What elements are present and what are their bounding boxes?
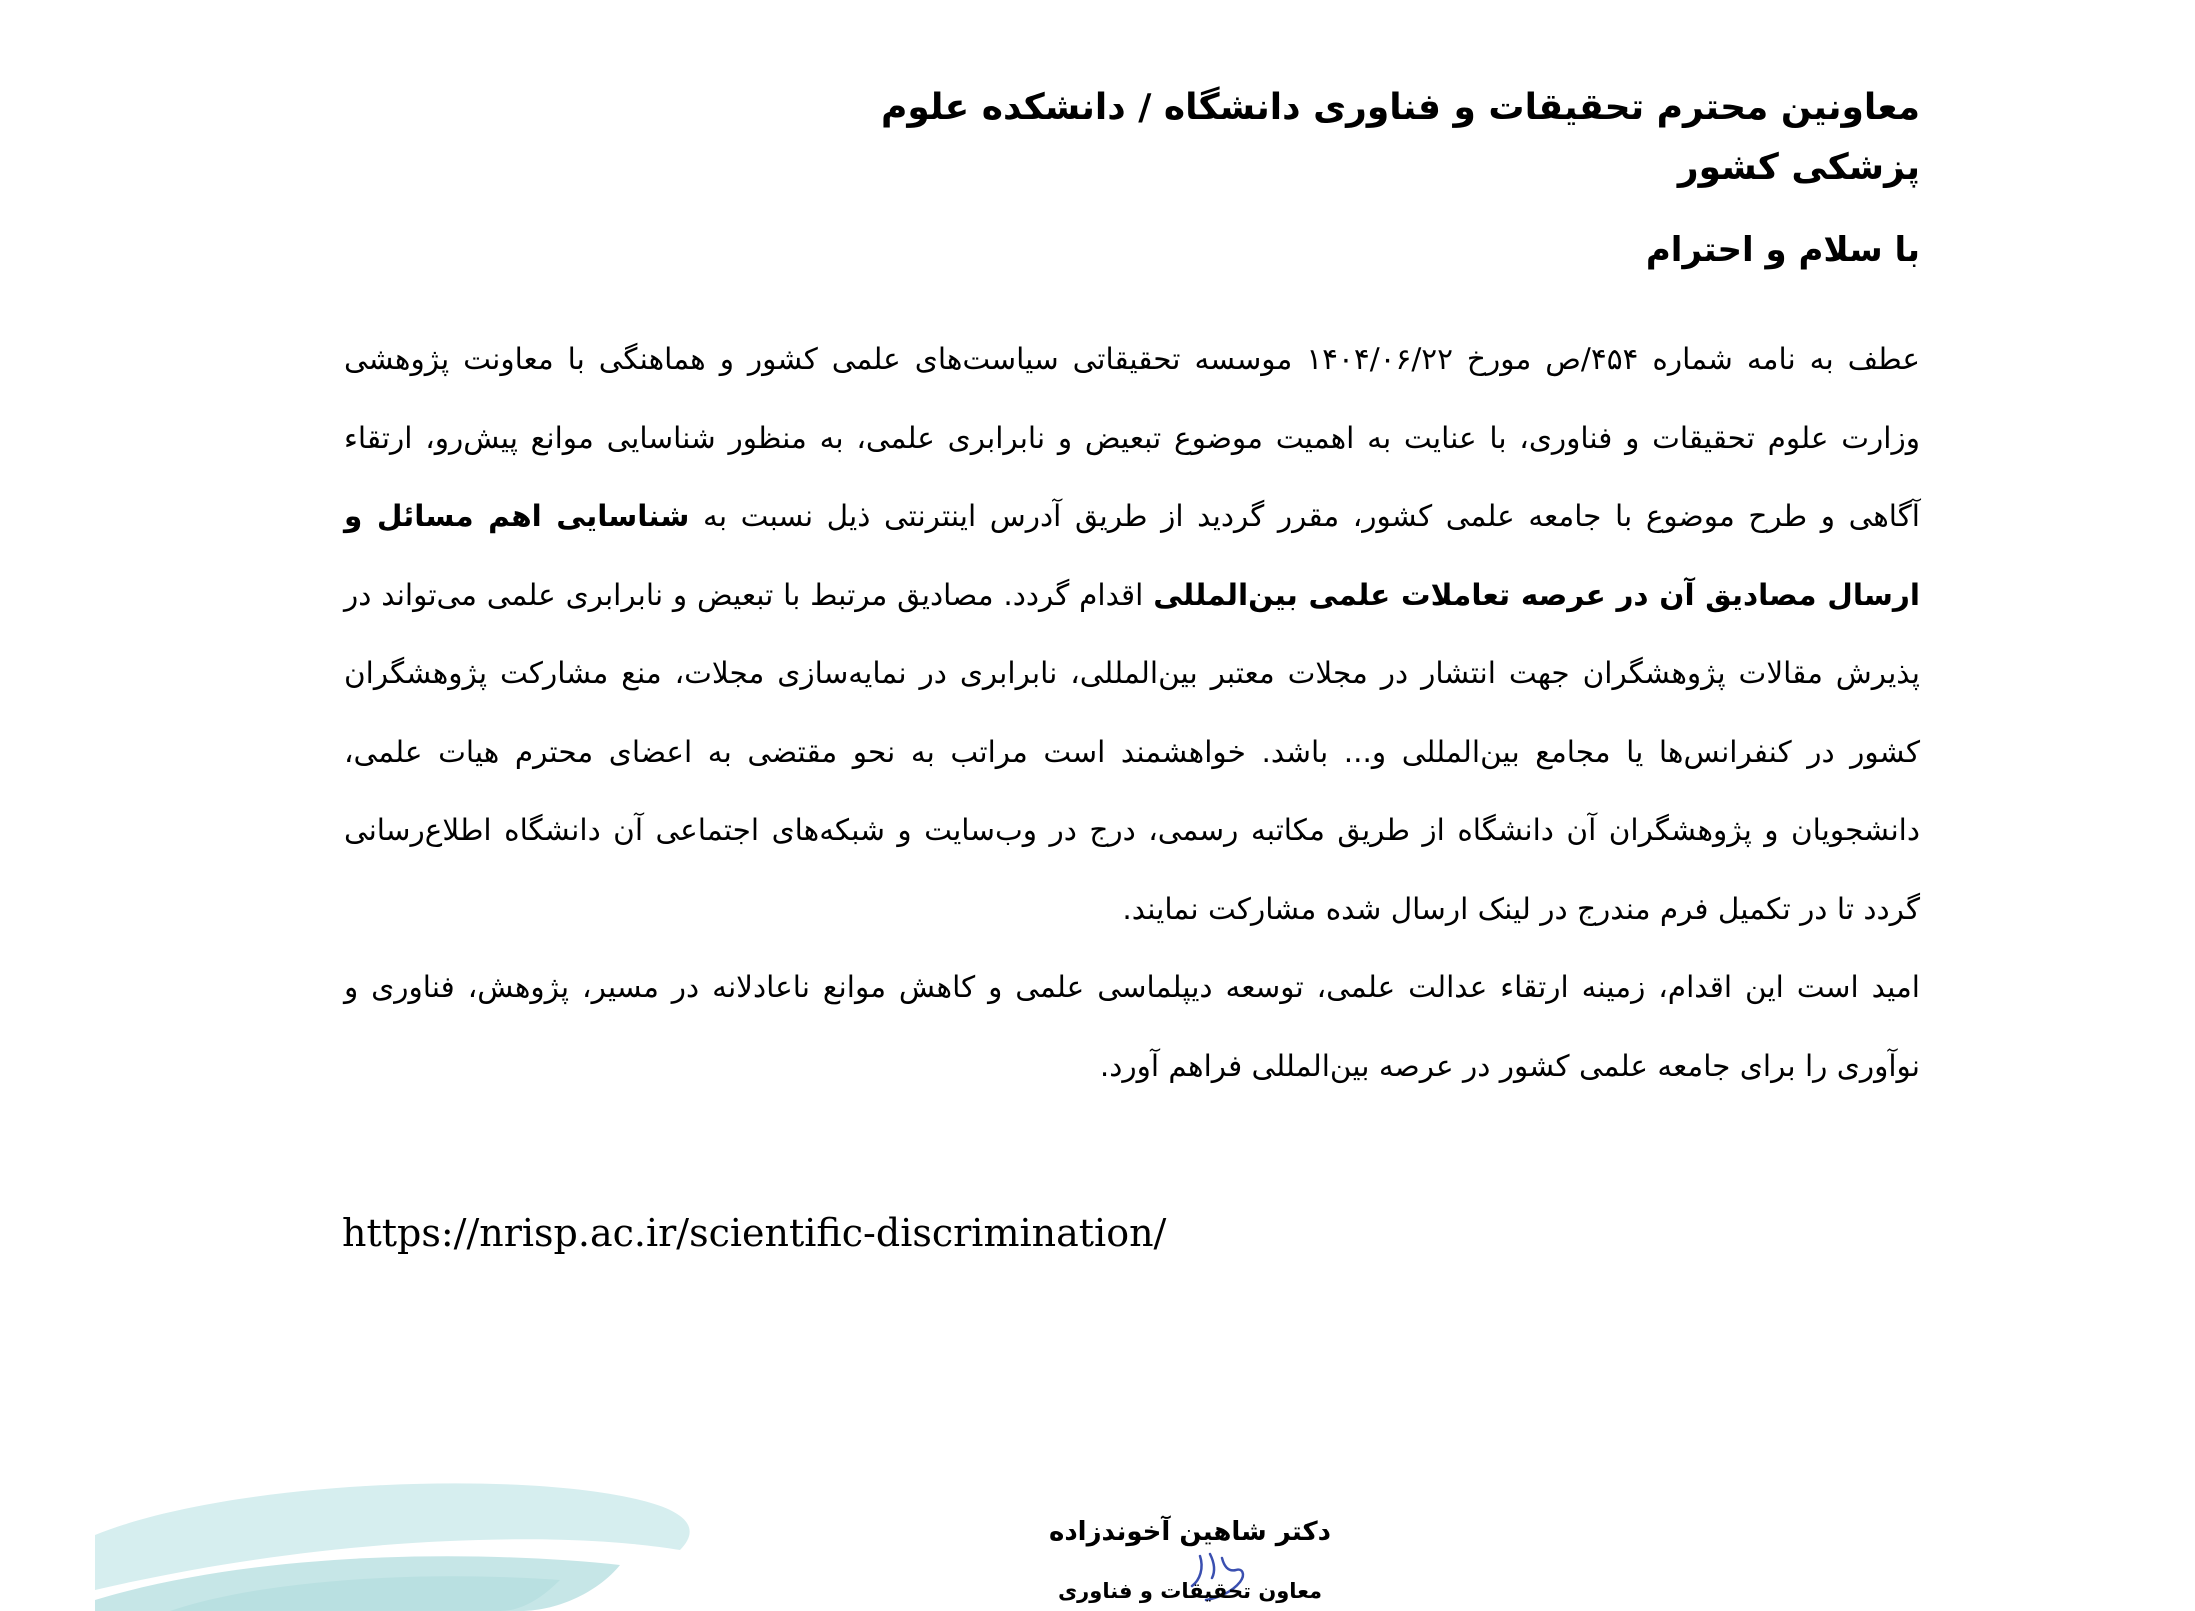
paragraph-1-intro: عطف به نامه شماره ۴۵۴/ص مورخ ۱۴۰۴/۰۶/۲۲ موسسه تحقیقاتی سیاست‌های علمی کشور و هماهنگی با معاونت پژوهشی وزارت علوم تحقیقات و فناوری، با عنایت به اهمیت موضوع تبعیض و نابرابری علمی، به منظور شناسایی موانع پیش‌رو، ارتقاء آگاهی و طرح موضوع با جامعه علمی کشور، مقرر گردید از طریق آدرس اینترنتی ذیل نسبت به	[344, 342, 1920, 533]
letter-body	[344, 320, 1920, 1105]
paragraph-1-request: اقدام گردد. مصادیق مرتبط با تبعیض و نابرابری علمی می‌تواند در پذیرش مقالات پژوهشگران جهت انتشار در مجلات معتبر بین‌المللی، نابرابری در نمایه‌سازی مجلات، منع مشارکت پژوهشگران کشور در کنفرانس‌ها یا مجامع بین‌المللی و... باشد. خواهشمند است مراتب به نحو مقتضی به اعضای محترم هیات علمی، دانشجویان و پژوهشگران آن دانشگاه از طریق مکاتبه رسمی، درج در وب‌سایت و شبکه‌های اجتماعی آن دانشگاه اطلاع‌رسانی گردد تا در تکمیل فرم مندرج در لینک ارسال شده مشارکت نمایند.	[344, 577, 1920, 926]
body-paragraph-1	[344, 320, 1920, 948]
paragraph-1-emphasis: شناسایی اهم مسائل و ارسال مصادیق آن در عرصه تعاملات علمی بین‌المللی	[344, 499, 1921, 612]
signatory-role: معاون تحقیقات و فناوری	[1057, 1579, 1323, 1603]
addressee-heading: معاونین محترم تحقیقات و فناوری دانشگاه / دانشکده علوم پزشکی کشور	[880, 87, 1920, 188]
signatory-name: دکتر شاهین آخوندزاده	[1048, 1517, 1332, 1547]
university-logo-watermark	[0, 1440, 860, 1611]
greeting: با سلام و احترام	[1645, 230, 1920, 270]
body-paragraph-2: امید است این اقدام، زمینه ارتقاء عدالت علمی، توسعه دیپلماسی علمی و کاهش موانع ناعادلانه در مسیر، پژوهش، فناوری و نوآوری را برای جامعه علمی کشور در عرصه بین‌المللی فراهم آورد.	[344, 970, 1920, 1083]
survey-link[interactable]: https://nrisp.ac.ir/scientific-discrimination/	[342, 1211, 1167, 1255]
